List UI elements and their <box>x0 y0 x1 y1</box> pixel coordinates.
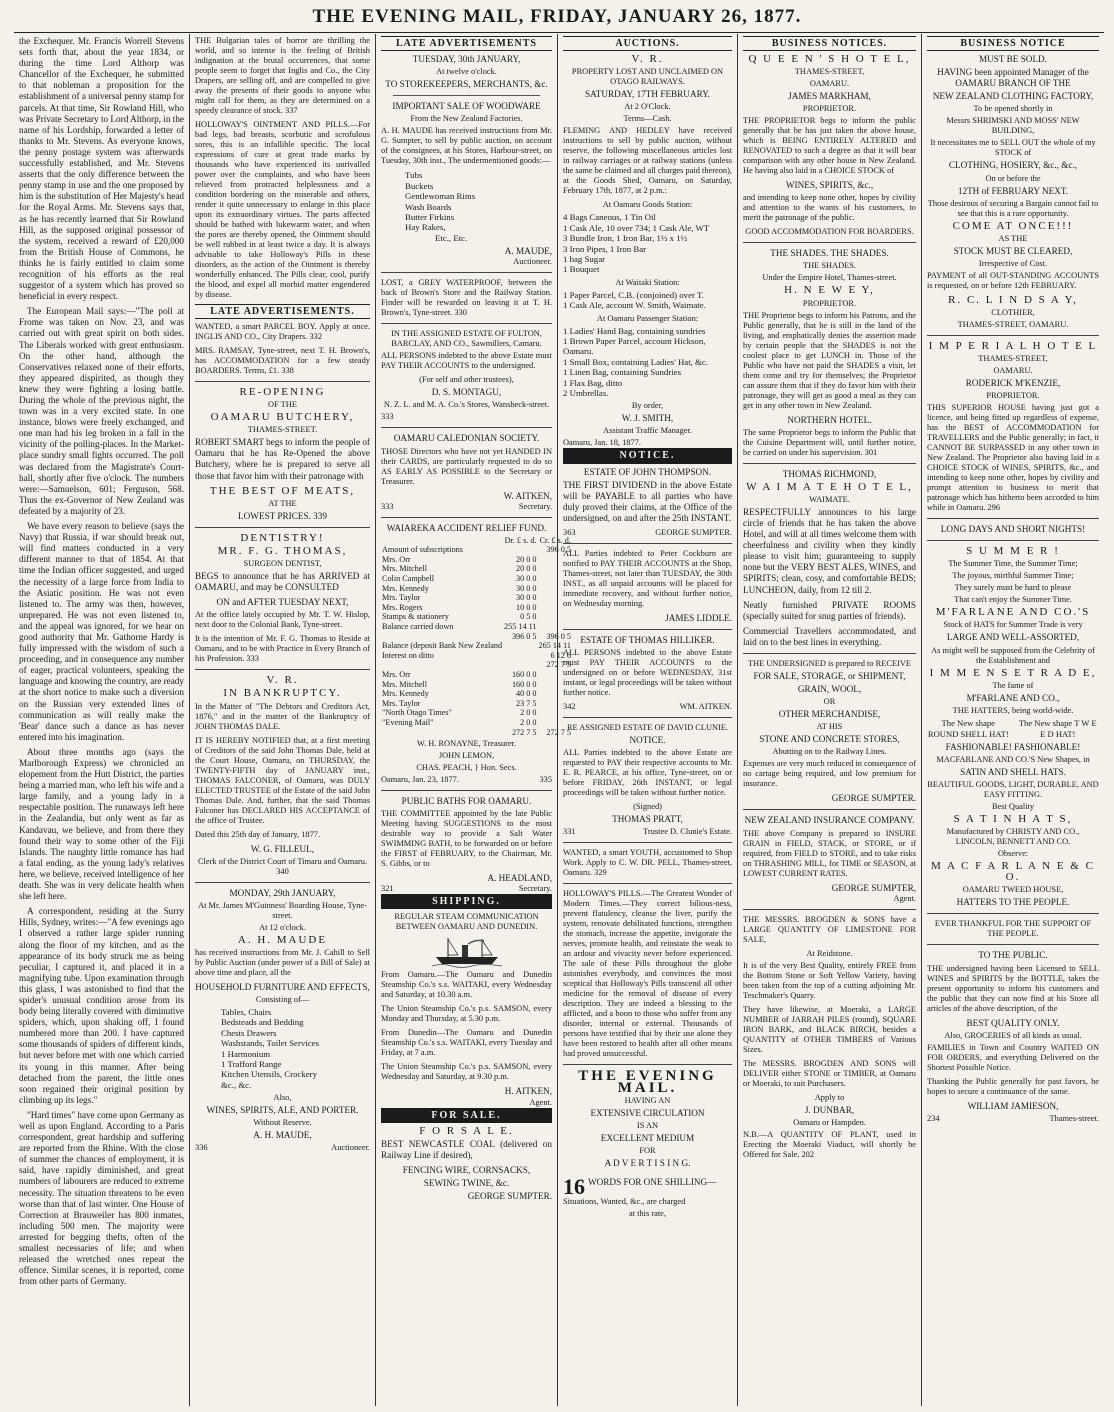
column-2-ads: THE Bulgarian tales of horror are thrilling the world, and so intense is the feeling of British indignation at the brutal occurrences, that some people seem to forget that Inglis and Co., the City Drapers, are selling off, and are compelled to give away the presents of their goods to anyone who might call for them, as they are determined on a speedy clearance of stock. 337 HOLLOWAY'S OINTMENT AND PILLS.—For bad legs, bad breasts, scorbutic and scrofulous sores, this is an infallible specific. The local expressions of cure at great trade marks by thousands who have experienced its unrivalled power over the complaints, and who have been relieved from protracted helplessness and a condition bordering on the miserable and others, render it quite unnecessary to enlarge in this place upon its extraordinary virtues. The parts affected should be bathed with lukewarm water, and when the pores are thereby opened, the Ointment should be well rubbed in at least twice a day. It is always advisable to take Holloway's Pills in these disorders, as the action of the Ointment is thereby wonderfully enhanced. The Pills clear, cool, purify the blood, and expel all morbid matter engendered by disease. LATE ADVERTISEMENTS. WANTED, a smart PARCEL BOY. Apply at once. INGLIS AND CO., City Drapers. 332 MRS. RAMSAY, Tyne-street, next T. H. Brown's, has ACCOMMODATION for a few steady BOARDERS. Terms, £1. 338 RE-OPENING OF THE OAMARU BUTCHERY, THAMES-STREET. ROBERT SMART begs to inform the people of Oamaru that he has Re-Opened the above Butchery, where he is prepared to serve all those that favor him with their patronage with THE BEST OF MEATS, AT THE LOWEST PRICES. 339 DENTISTRY! MR. F. G. THOMAS, SURGEON DENTIST, BEGS to announce that he has ARRIVED at OAMARU, and may be CONSULTED ON and AFTER TUESDAY NEXT, At the office lately occupied by Mr. T. W. Hislop, next door to the Colonial Bank, Tyne-street. It is the intention of Mr. F. G. Thomas to Reside at Oamaru, and to be with Practice in Every Branch of his Profession. 333 V. R. IN BANKRUPTCY. In the Matter of "The Debtors and Creditors Act, 1876," and in the matter of the Bankruptcy of JOHN THOMAS DALE. IT IS HEREBY NOTIFIED that, at a first meeting of Creditors of the said John Thomas Dale, held at the Court House, Oamaru, on THURSDAY, the TWENTY-FIFTH day of JANUARY inst., THOMAS FALCONER, of Oamaru, was DULY ELECTED TRUSTEE of the Estate of the said John Thomas Dale. And, further, that the said Thomas Falconer has DECLARED HIS ACCEPTANCE of the office of Trustee. Dated this 25th day of January, 1877. W. G. FILLEUL, Clerk of the District Court of Timaru and Oamaru. 340 MONDAY, 29th JANUARY, At Mr. James M'Guinness' Boarding House, Tyne-street. At 12 o'clock. A. H. MAUDE has received instructions from Mr. J. Cahill to Sell by Public Auction (under power of a Bill of Sale) at above time and place, all the HOUSEHOLD FURNITURE AND EFFECTS, Consisting of— Tables, Chairs Bedsteads and Bedding Chests Drawers Washstands, Toilet Services 1 Harmonium 1 Trafford Range Kitchen Utensils, Crockery &c., &c. Also, WINES, SPIRITS, ALE, AND PORTER. Without Reserve. A. H. MAUDE, 336 Auctioneer. <box>190 34 376 1406</box>
steamship-illustration-icon <box>432 935 502 967</box>
goods-station-list: 4 Bags Caneous, 1 Tin Oil 1 Cask Ale, 10 over 734; 1 Cask Ale, WT 3 Bundle Iron, 1 Iron Bar, 1½ x 1½ 3 Iron Pipes, 1 Iron Bar 1 bag Sugar 1 Bouquet <box>563 212 710 275</box>
section-header-business-notice: BUSINESS NOTICE <box>927 36 1099 51</box>
column-3-ads: LATE ADVERTISEMENTS TUESDAY, 30th JANUARY, At twelve o'clock. TO STOREKEEPERS, MERCHANTS, &c. IMPORTANT SALE OF WOODWARE From the New Zealand Factories. A. H. MAUDE has received instructions from Mr. G. Sumpter, to sell by public auction, on account of the consignees, at his Stores, Harbour-street, on Tuesday, 30th inst., The undermentioned goods:— Tubs Buckets Gentlewoman Rims Wash Boards Butter Firkins Hay Rakes, Etc., Etc. A. MAUDE, Auctioneer. LOST, a GREY WATERPROOF, between the back of Brown's Store and the Railway Station. Finder will be rewarded on leaving it at T. H. Brown's, Tyne-street. 330 IN THE ASSIGNED ESTATE OF FULTON, BARCLAY, AND CO., Sawmillers, Camaru. ALL PERSONS indebted to the above Estate must PAY THEIR ACCOUNTS to the undersigned. (For self and other trustees), D. S. MONTAGU, N. Z. L. and M. A. Co.'s Stores, Wansbeck-street. 333 OAMARU CALEDONIAN SOCIETY. THOSE Directors who have not yet HANDED IN their CARDS, are particularly requested to do so AS EARLY AS POSSIBLE to the Secretary or Treasurer. W. AITKEN, 333 Secretary. WAIAREKA ACCIDENT RELIEF FUND. Dr. £ s. d. Cr. £ s. d. Amount of subscriptions 396 0 5 Mrs. Orr 20 0 0 Mrs. Mitchell 20 0 0 Colin Campbell 30 0 0 Mrs. Kennedy 30 0 0 Mrs. Taylor 30 0 0 Mrs. Rogers 10 0 0 Stamps & stationery 0 5 0 Balance carried down 255 14 11 396 0 5 396 0 5 Balance (deposit Bank New Zealand 265 14 11 Interest on ditto 6 12 6 272 7 5 Mrs. Orr 160 0 0 Mrs. Mitchell 160 0 0 Mrs. Kennedy 40 0 0 Mrs. Taylor 23 7 5 "North Otago Times" 2 0 0 "Evening Mail" 2 0 0 272 7 5 272 7 5 W. H. RONAYNE, Treasurer. JOHN LEMON, CHAS. PEACH, } Hon. Secs. Oamaru, Jan. 23, 1877. 335 PUBLIC BATHS FOR OAMARU. THE COMMITTEE appointed by the late Public Meeting having SUGGESTIONS to the most desirable way to provide a Salt Water SWIMMING BATH, to be forwarded on or before the FIRST of FEBRUARY, to the Chairman, Mr. S. Gibbs, or to A. HEADLAND, 321 Secretary. SHIPPING. REGULAR STEAM COMMUNICATION BETWEEN OAMARU AND DUNEDIN. From Oamaru.—The Oamaru and Dunedin Steamship Co.'s s.s. WAITAKI, every Wednesday and Saturday, at 10.30 a.m. The Union Steamship Co.'s p.s. SAMSON, every Monday and Thursday, at 5.30 p.m. From Dunedin—The Oamaru and Dunedin Steamship Co.'s s.s. WAITAKI, every Tuesday and Friday, at 7 a.m. The Union Steamship Co.'s p.s. SAMSON, every Wednesday and Saturday, at 9.30 p.m. H. AITKEN, Agent. FOR SALE. F O R S A L E. BEST NEWCASTLE COAL (delivered on Railway Line if desired), FENCING WIRE, CORNSACKS, SEWING TWINE, &c. GEORGE SUMPTER. <box>376 34 558 1406</box>
clothing-factory-title: NEW ZEALAND CLOTHING FACTORY, <box>932 91 1094 102</box>
sale-date-monday: MONDAY, 29th JANUARY, <box>229 887 336 898</box>
account-row: Mrs. Orr 160 0 0 <box>382 670 537 679</box>
section-header-business-notices: BUSINESS NOTICES. <box>743 36 916 51</box>
baths-heading: PUBLIC BATHS FOR OAMARU. <box>401 796 532 807</box>
article-frome-poll: The European Mail says:—"The poll at Frome was taken on Nov. 23, and was carried out with great spirit on both sides. The Liberals worked with great enthusiasm. On the other hand, although the Conservatives relaxed none of their efforts, they appeared dispirited, as though they knew they were fighting a losing battle. During the whole of the previous night, the town was in a very excited state. In one instance, blows were freely exchanged, and one man had his leg broken in a fall in the vicinity of the polling-places. In the Market-place sundry small fights occurred. The poll was declared from the Magistrate's Court-hall, shortly after five o'clock. The numbers were:—Samuelson, 601; Ferguson, 568. Thus the ex-Governor of New Zealand was defeated by a majority of 23. <box>19 306 184 516</box>
masthead-rule <box>14 32 1104 33</box>
ad-dentist-arrived: BEGS to announce that he has ARRIVED at OAMARU, and may be CONSULTED <box>195 571 370 593</box>
article-russia: We have every reason to believe (says the Navy) that Russia, if war should break out, will find matters conducted in a very different manner to that of 1854. At that time the Indian officer suggested, and urged the necessity of a large force from India to the Asiatic position. He was not even listened to. The army was then, however, unprepared. He was not even listened to, and the appeal was ignored, for we hear on good authority that Mr. Gathorne Hardy is fully impressed with the wisdom of such a proceeding, and in consequence any number of eager, practical volunteers, speaking the language and knowing the country, are ready at the short notice to make such a diversion on the Russian very extended lines of communication as will really make the 'Bear' dance such a dance as has never entered into his imagination. <box>19 521 184 742</box>
account-row: Mrs. Mitchell 20 0 0 <box>382 564 537 574</box>
column-4-auctions: AUCTIONS. V. R. PROPERTY LOST AND UNCLAIMED ON OTAGO RAILWAYS. SATURDAY, 17TH FEBRUARY. At 2 O'Clock. Terms—Cash. FLEMING AND HEDLEY have received instructions to sell by public auction, without reserve, the following miscellaneous articles lost in railway carriages or at railway stations (unless the same be claimed and all charges paid thereon), at the Goods Shed, Oamaru, on Saturday, February 17th, 1877, at 2 p.m.: At Oamaru Goods Station: 4 Bags Caneous, 1 Tin Oil 1 Cask Ale, 10 over 734; 1 Cask Ale, WT 3 Bundle Iron, 1 Iron Bar, 1½ x 1½ 3 Iron Pipes, 1 Iron Bar 1 bag Sugar 1 Bouquet At Waitaki Station: 1 Paper Parcel, C.B. (conjoined) over T. 1 Cask Ale, account W. Smith, Waimate. At Oamaru Passenger Station: 1 Ladies' Hand Bag, containing sundries 1 Brown Paper Parcel, account Hickson, Oamaru. 1 Small Box, containing Ladies' Hat, &c. 1 Linen Bag, containing Sundries 1 Flax Bag, ditto 2 Umbrellas. By order, W. J. SMITH, Assistant Traffic Manager. Oamaru, Jan. 18, 1877. NOTICE. ESTATE OF JOHN THOMPSON. THE FIRST DIVIDEND in the above Estate will be PAYABLE to all parties who have duly proved their claims, at the Office of the undersigned, on and after the 25th INSTANT. 363 GEORGE SUMPTER. ALL Parties indebted to Peter Cockburn are notified to PAY THEIR ACCOUNTS at the Shop, Thames-street, not later than TUESDAY, the 30th INST., as all unpaid accounts will be placed for immediate recovery, and without further notice, on Wednesday morning. JAMES LIDDLE. ESTATE OF THOMAS HILLIKER. ALL PERSONS indebted to the above Estate must PAY THEIR ACCOUNTS to the undersigned on or before WEDNESDAY, 31st instant, or legal proceedings will be taken without further notice. 342 WM. AITKEN. RE ASSIGNED ESTATE OF DAVID CLUNIE. NOTICE. ALL Parties indebted to the above Estate are requested to PAY their respective accounts to Mr. E. R. PEARCE, at his office, Tyne-street, on or before FRIDAY, 26th INSTANT, or legal proceedings will be taken without further notice. (Signed) THOMAS PRATT, 331 Trustee D. Clunie's Estate. WANTED, a smart YOUTH, accustomed to Shop Work. Apply to C. W. DR. PELL, Thames-street, Oamaru. 329 HOLLOWAY'S PILLS.—The Greatest Wonder of Modern Times.—They correct bilious-ness, prevent flatulency, cleanse the liver, purify the system, renovate debilitated functions, strengthen the stomach, increase the appetite, invigorate the nerves, promote health, and reinstate the weak to an ardour and vivacity never before experienced. The sale of these Pills throughout the globe astonishes everybody, and convinces the most sceptical that Holloway's Pills transcend all other medicine for the removal of disease of every description. They are indeed a blessing to the afflicted, and a boon to those who suffer from any disorder, internal or external. Thousands of persons have testified that by their use alone they have been restored to health after all other means had proved unsuccessful. THE EVENING MAIL. HAVING AN EXTENSIVE CIRCULATION IS AN EXCELLENT MEDIUM FOR A D V E R T I S I N G. 16 WORDS FOR ONE SHILLING— Situations, Wanted, &c., are charged at this rate, <box>558 34 738 1406</box>
account-row: Mrs. Taylor 30 0 0 <box>382 593 537 603</box>
imperial-hotel-title: I M P E R I A L H O T E L <box>928 339 1098 352</box>
mfarlane-title: M'FARLANE AND CO.'S <box>935 606 1091 619</box>
waimate-hotel-title: W A I M A T E H O T E L, <box>746 480 913 493</box>
sixteen-words: 16 <box>563 1173 585 1199</box>
queens-hotel-title: Q U E E N ' S H O T E L, <box>748 53 911 66</box>
ad-wanted-boy: WANTED, a smart PARCEL BOY. Apply at once. INGLIS AND CO., City Drapers. 332 <box>195 322 370 342</box>
ad-bulgarian: THE Bulgarian tales of horror are thrilling the world, and so intense is the feeling of British indignation at the brutal occurrences, that some people seem to forget that Inglis and Co., the City Drapers, are selling off, and are compelled to give away the presents of their goods to anyone who might call for them, as they are determined on a speedy clearance of stock. 337 <box>195 36 370 115</box>
section-header-auctions: AUCTIONS. <box>563 36 732 51</box>
account-row: Interest on ditto 6 12 6 <box>382 650 571 660</box>
account-row: Balance (deposit Bank New Zealand 265 14 11 <box>382 641 571 651</box>
caledonian-heading: OAMARU CALEDONIAN SOCIETY. <box>393 433 540 444</box>
column-5-business: BUSINESS NOTICES. Q U E E N ' S H O T E L, THAMES-STREET, OAMARU. JAMES MARKHAM, PROPRIETOR. THE PROPRIETOR begs to inform the public generally that he has just taken the above house, which is BEING ENTIRELY ALTERED and RENOVATED to such a degree as that it will bear comparison with any other house in New Zealand. He having also laid in a CHOICE STOCK of WINES, SPIRITS, &c., and intending to keep none other, hopes by civility and attention to the wants of his customers, to merit the patronage of the public. GOOD ACCOMMODATION FOR BOARDERS. THE SHADES. THE SHADES. THE SHADES. Under the Empire Hotel, Thames-street. H. N E W E Y, PROPRIETOR. THE Proprietor begs to inform his Patrons, and the Public generally, that he is still in the land of the living, and emphatically denies the assertion made by certain people that the SHADES is not the coolest place to get LUNCH in. Those of the Public who have not paid the SHADES a visit, let them come and try for themselves; the Proprietor can assure them that if they do favor him with their patronage, they will get as good a meal as they can get in any other town in New Zealand. NORTHERN HOTEL. The same Proprietor begs to inform the Public that the Cuisine Department will, until further notice, be carried on under his supervision. 301 THOMAS RICHMOND, W A I M A T E H O T E L, WAIMATE. RESPECTFULLY announces to his large circle of friends that he has taken the above Hotel, and will at all times welcome them with cheerfulness and civility when they kindly please to visit him; guaranteeing to supply none but the VERY BEST ALES, WINES, and SPIRITS; clean, cosy, and comfortable BEDS; LUNCHEON, daily, from 12 till 2. Neatly furnished PRIVATE ROOMS (specially suited for snug parties of friends). Commercial Travellers accommodated, and laid on to the best lines in everything. THE UNDERSIGNED is prepared to RECEIVE FOR SALE, STORAGE, or SHIPMENT, GRAIN, WOOL, OR OTHER MERCHANDISE, AT HIS STONE AND CONCRETE STORES, Abutting on to the Railway Lines. Expenses are very much reduced in consequence of no cartage being required, and low premium for insurance. GEORGE SUMPTER. NEW ZEALAND INSURANCE COMPANY. THE above Company is prepared to INSURE GRAIN in FIELD, STACK, or STORE, or if required, from FIELD to STORE, and to take risks on THRASHING MILL, for TIME or SEASON, at LOWEST CURRENT RATES. GEORGE SUMPTER, Agent. THE MESSRS. BROGDEN & SONS have a LARGE QUANTITY OF LIMESTONE FOR SALE, At Reidstone. It is of the very Best Quality, entirely FREE from the Bottom Stone or Soft Yellow Variety, having been taken from the top of a cutting adjoining Mr. Teschmaker's Quarry. They have likewise, at Moeraki, a LARGE NUMBER of JARRAH PILES (round), SQUARE IRON BARK, and BLACK BIRCH, besides a QUANTITY of OTHER TIMBERS of Various Sizes. The MESSRS. BROGDEN AND SONS will DELIVER either STONE or TIMBER, at Oamaru or Moeraki, to suit Purchasers. Apply to J. DUNBAR, Oamaru or Hampden. N.B.—A QUANTITY OF PLANT, used in Erecting the Moeraki Viaduct, will shortly be Offered for Sale. 202 <box>738 34 922 1406</box>
account-row: Mrs. Mitchell 160 0 0 <box>382 679 537 689</box>
column-1-news <box>14 34 190 1406</box>
account-row: Mrs. Rogers 10 0 0 <box>382 602 537 612</box>
account-row: 272 7 5 <box>546 660 571 670</box>
hat-shapes: The New shape ROUND SHELL HAT! The New shape T W E E D HAT! <box>927 717 1097 739</box>
account-row: Amount of subscriptions 396 0 5 <box>382 545 571 555</box>
section-header-shipping: SHIPPING. <box>381 894 552 909</box>
section-header-notice: NOTICE. <box>563 448 732 463</box>
account-row: 272 7 5 272 7 5 <box>511 727 571 737</box>
article-penny-stamp: the Exchequer. Mr. Francis Worrell Stevens sets forth that, about the year 1834, or during the time Lord Althorp was Chancellor of the Exchequer, he submitted to that nobleman a proposition for the establishment of a universal penny stamp for parcels. At that time, Sir Rowland Hill, who was Private Secretary to Lord Althorp, in the name of his Lordship, forwarded a letter of thanks to Mr. Stevens. As everyone knows, the penny postage system was afterwards successfully established, and Mr. Stevens asserts that the only difference between the penny stamp in use and the one proposed by him is the substitution of Her Majesty's head for the Royal Arms. Mr. Stevens says that, as he has recently learned that Sir Rowland Hill, as the supposed original possessor of the system, received a reward of £20,000 from the British House of Commons, he thinks he is fairly entitled to claim some recognition of his efforts as the real suggestor of a system which has proved so beneficial in every respect. <box>19 36 184 302</box>
dentistry-heading: DENTISTRY! <box>240 531 325 544</box>
masthead: THE EVENING MAIL, FRIDAY, JANUARY 26, 1877. <box>312 6 802 27</box>
dentist-name: MR. F. G. THOMAS, <box>217 544 348 557</box>
article-elopement: About three months ago (says the Marlborough Express) we chronicled an elopement from the Hutt District, the parties being a married man, who left his wife and a large family, and a young lady in a respectable position. The runaways left here in the Zealandia, but only went as far as Kandavau, we believe, and from there they found their way to some other of the Fiji Islands. The naughty little romance has had a fatal ending, as the young lady's relatives here, we believe, received intelligence of her death. She was in very delicate health when she left here. <box>19 746 184 902</box>
nz-insurance-title: NEW ZEALAND INSURANCE COMPANY. <box>744 815 915 826</box>
account-row: Colin Campbell 30 0 0 <box>382 574 537 584</box>
ad-cockburn: ALL Parties indebted to Peter Cockburn are notified to PAY THEIR ACCOUNTS at the Shop, Thames-street, not later than TUESDAY, the 30th INST., as all unpaid accounts will be placed for immediate recovery, and without further notice, on Wednesday morning. <box>563 549 732 609</box>
butchery-name: OAMARU BUTCHERY, <box>210 411 355 424</box>
account-row: Mrs. Orr 20 0 0 <box>382 554 537 564</box>
furniture-list: Tables, Chairs Bedsteads and Bedding Chests Drawers Washstands, Toilet Services 1 Harmonium 1 Trafford Range Kitchen Utensils, Crockery &c., &c. <box>221 1006 319 1090</box>
ad-holloway-pills: HOLLOWAY'S PILLS.—The Greatest Wonder of Modern Times.—They correct bilious-ness, prevent flatulency, cleanse the liver, purify the system, renovate debilitated functions, strengthen the stomach, increase the appetite, invigorate the nerves, promote health, and reinstate the weak to an ardour and vivacity never before experienced. The sale of these Pills throughout the globe astonishes everybody, and convinces the most sceptical that Holloway's Pills transcend all other medicine for the removal of disease of every description. They are indeed a blessing to the afflicted, and a boon to those who suffer from any disorder, internal or external. Thousands of persons have testified that by their use alone they have been restored to health after all other means had proved unsuccessful. <box>563 889 732 1059</box>
woodware-list: Tubs Buckets Gentlewoman Rims Wash Boards Butter Firkins Hay Rakes, Etc., Etc. <box>405 170 476 243</box>
account-row: Mrs. Kennedy 40 0 0 <box>382 689 537 699</box>
section-header-for-sale: FOR SALE. <box>381 1108 552 1123</box>
account-row: Mrs. Taylor 23 7 5 <box>382 698 537 708</box>
account-row: "Evening Mail" 2 0 0 <box>382 717 537 727</box>
shades-title: THE SHADES. THE SHADES. <box>770 248 889 259</box>
ad-holloway-ointment: HOLLOWAY'S OINTMENT AND PILLS.—For bad legs, bad breasts, scorbutic and scrofulous sores, this is an infallible specific. The local expressions of cure at great trade marks by thousands who have experienced its unrivalled power over the complaints, and who have been relieved from protracted helplessness and a condition bordering on the miserable and others, render it quite unnecessary to enlarge in this place upon its extraordinary virtues. The parts affected should be bathed with lukewarm water, and when the pores are thereby opened, the Ointment should be well rubbed in at least twice a day. It is always advisable to take Holloway's Pills in these disorders, as the action of the Ointment is thereby wonderfully enhanced. The Pills clear, cool, purify the blood, and expel all morbid matter engendered by disease. <box>195 120 370 299</box>
columns <box>14 34 1104 1406</box>
section-header-late-ads: LATE ADVERTISEMENTS. <box>195 304 370 319</box>
account-row: 396 0 5 396 0 5 <box>511 631 571 641</box>
account-row: Balance carried down 255 14 11 <box>382 622 537 632</box>
account-row: Mrs. Kennedy 30 0 0 <box>382 583 537 593</box>
waiareka-heading: WAIAREKA ACCIDENT RELIEF FUND. <box>386 522 547 533</box>
article-spider: A correspondent, residing at the Surry Hills, Sydney, writes:—"A few evenings ago I observed a rather large spider running along the floor of my kitchen, and as the appearance of its body struck me as being peculiar, I captured it, and placed it in a magnifying tube. Upon examination through this glass, I was astonished to find that the spider's unusual condition arose from its body being literally covered with diminutive spiders, which, upon shaking off, I found numbered more than 200. I have captured some thousands of spiders of different kinds, but never before met with one which carried its young in this manner. After being detached from the parent, the little ones soon regained their original position by climbing up its legs." <box>19 906 184 1105</box>
relief-fund-table: Dr. £ s. d. Cr. £ s. d. Amount of subscriptions 396 0 5 Mrs. Orr 20 0 0 Mrs. Mitchell 20 0 0 Colin Campbell 30 0 0 Mrs. Kennedy 30 0 0 Mrs. Taylor 30 0 0 Mrs. Rogers 10 0 0 Stamps & stationery 0 5 0 Balance carried down 255 14 11 396 0 5 396 0 5 Balance (deposit Bank New Zealand 265 14 11 Interest on ditto 6 12 6 272 7 5 Mrs. Orr 160 0 0 Mrs. Mitchell 160 0 0 Mrs. Kennedy 40 0 0 Mrs. Taylor 23 7 5 "North Otago Times" 2 0 0 "Evening Mail" 2 0 0 272 7 5 272 7 5 <box>382 535 571 737</box>
ad-ramsay: MRS. RAMSAY, Tyne-street, next T. H. Brown's, has ACCOMMODATION for a few steady BOARDERS. Terms, £1. 338 <box>195 346 370 376</box>
article-germany: "Hard times" have come upon Germany as well as upon England. According to a Paris correspondent, great hardship and suffering are reported from the Rhine. With the close of summer the chances of employment, it is said, have rapidly diminished, and great numbers of labourers are reduced to extreme necessity. The situation threatens to be even worse than that of last winter. One House of Correction at Brauweiler has 800 inmates, including 500 men. The majority were arrested for begging thefts, often of the smallest necessaries of life; and when released the wretched ones repeat the offence. Similar scenes, it is reported, come from other parts of Germany. <box>19 1109 185 1287</box>
ad-lost-waterproof: LOST, a GREY WATERPROOF, between the back of Brown's Store and the Railway Station. Finder will be rewarded on leaving it at T. H. Brown's, Tyne-street. 330 <box>381 278 552 318</box>
ad-thompson-dividend: THE FIRST DIVIDEND in the above Estate will be PAYABLE to all parties who have duly proved their claims, at the Office of the undersigned, on and after the 25th INSTANT. <box>563 479 732 523</box>
account-row: Stamps & stationery 0 5 0 <box>382 612 537 622</box>
ad-robert-smart: ROBERT SMART begs to inform the people of Oamaru that he has Re-Opened the above Butchery, where he is prepared to serve all those that favor him with their patronage with <box>195 437 370 481</box>
butchery-reopening: RE-OPENING <box>239 386 326 399</box>
account-row: "North Otago Times" 2 0 0 <box>382 708 537 718</box>
bankruptcy-heading: IN BANKRUPTCY. <box>223 687 342 700</box>
section-header-late-ads-2: LATE ADVERTISEMENTS <box>381 36 552 51</box>
ad-bankruptcy-notice: IT IS HEREBY NOTIFIED that, at a first meeting of Creditors of the said John Thomas Dale, held at the Court House, Oamaru, on THURSDAY, the TWENTY-FIFTH day of JANUARY inst., THOMAS FALCONER, of Oamaru, was DULY ELECTED TRUSTEE of the Estate of the said John Thomas Dale. And, further, that the said Thomas Falconer has DECLARED HIS ACCEPTANCE of the office of Trustee. <box>195 735 370 825</box>
woodware-sale-heading: IMPORTANT SALE OF WOODWARE <box>392 101 541 112</box>
ad-fleming-hedley: FLEMING AND HEDLEY have received instructions to sell by public auction, without reserve, the following miscellaneous articles lost in railway carriages or at railway stations (unless the same be claimed and all charges paid thereon), at the Goods Shed, Oamaru, on Saturday, February 17th, 1877, at 2 p.m.: <box>563 126 732 196</box>
evening-mail-promo-title: THE EVENING MAIL. <box>578 1068 717 1096</box>
column-6-business: BUSINESS NOTICE MUST BE SOLD. HAVING been appointed Manager of the OAMARU BRANCH OF THE NEW ZEALAND CLOTHING FACTORY, To be opened shortly in Messrs SHRIMSKI AND MOSS' NEW BUILDING, It necessitates me to SELL OUT the whole of my STOCK of CLOTHING, HOSIERY, &c., &c., On or before the 12TH of FEBRUARY NEXT. Those desirous of securing a Bargain cannot fail to see that this is a rare opportunity. COME AT ONCE!!! AS THE STOCK MUST BE CLEARED, Irrespective of Cost. PAYMENT of all OUT-STANDING ACCOUNTS is requested, on or before 12th FEBRUARY. R. C. L I N D S A Y, CLOTHIER, THAMES-STREET, OAMARU. I M P E R I A L H O T E L THAMES-STREET, OAMARU. RODERICK M'KENZIE, PROPRIETOR. THIS SUPERIOR HOUSE having just got a licence, and being fitted up regardless of expense, has the BEST of ACCOMMODATION for TRAVELLERS and the Public generally; in fact, it CANNOT BE SURPASSED in any other town in New Zealand. The Proprietor also having laid in a CHOICE STOCK of WINES, SPIRITS, &c., and intending to keep none other, hopes by civility and prompt attention to business to merit that patronage which has hitherto been accorded to him while in Oamaru. 296 LONG DAYS AND SHORT NIGHTS! S U M M E R ! The Summer Time, the Summer Time; The joyous, mirthful Summer Time; They surely must be hard to please That can't enjoy the Summer Time. M'FARLANE AND CO.'S Stock of HATS for Summer Trade is very LARGE AND WELL-ASSORTED, As might well be supposed from the Celebrity of the Establishment and I M M E N S E T R A D E, The fame of M'FARLANE AND CO., THE HATTERS, being world-wide. The New shape ROUND SHELL HAT! The New shape T W E E D HAT! FASHIONABLE! FASHIONABLE! MACFARLANE AND CO.'S New Shapes, in SATIN AND SHELL HATS. BEAUTIFUL GOODS, LIGHT, DURABLE, AND EASY FITTING. Best Quality S A T I N H A T S, Manufactured by CHRISTY AND CO., LINCOLN, BENNETT AND CO. Observe: M A C F A R L A N E & C O. OAMARU TWEED HOUSE, HATTERS TO THE PEOPLE. EVER THANKFUL FOR THE SUPPORT OF THE PEOPLE. TO THE PUBLIC. THE undersigned having been Licensed to SELL WINES and SPIRITS by the BOTTLE, takes the present opportunity to inform his customers and the public that they can now find at his Store all articles of the above description, of the BEST QUALITY ONLY. Also, GROCERIES of all kinds as usual. FAMILIES in Town and Country WAITED ON FOR ORDERS, and everything Delivered on the Shortest Possible Notice. Thanking the Public generally for past favors, he hopes to secure a continuance of the same. WILLIAM JAMIESON, 234 Thames-street. <box>927 38 1099 1123</box>
